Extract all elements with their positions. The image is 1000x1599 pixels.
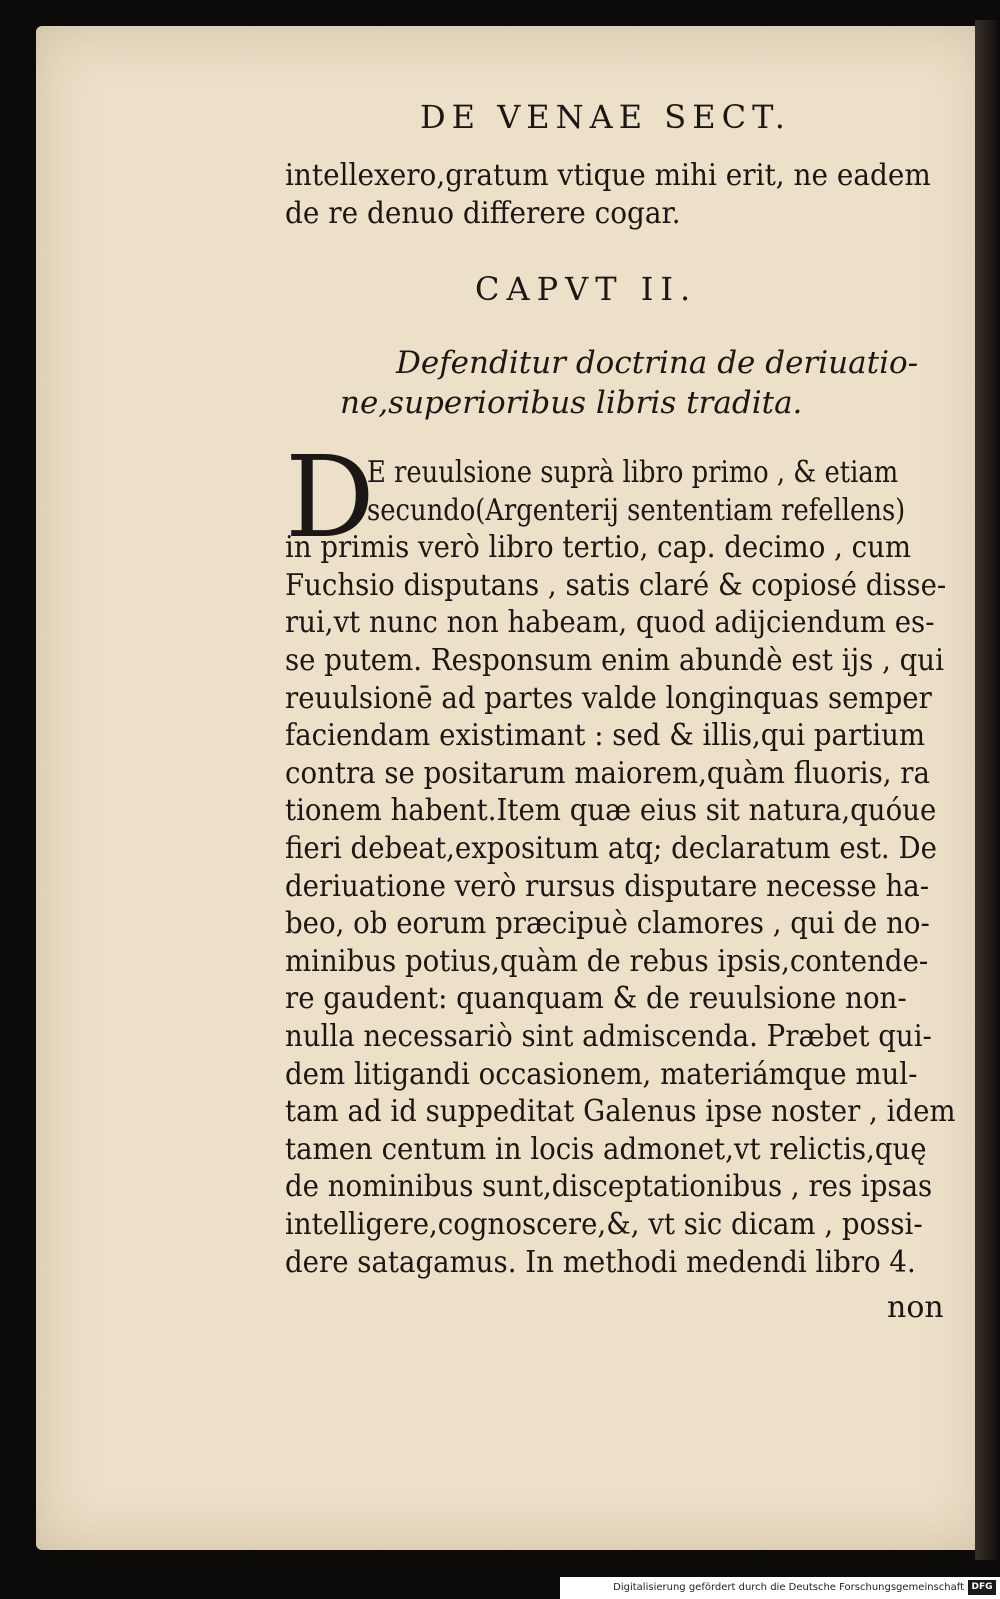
chapter-summary-line: ne,superioribus libris tradita.: [340, 385, 803, 421]
body-line: dem litigandi occasionem, materiámque mul-: [285, 1056, 918, 1092]
body-line: minibus potius,quàm de rebus ipsis,contende-: [285, 943, 929, 979]
body-line: Fuchsio disputans , satis claré & copiosé disse-: [285, 567, 947, 603]
catchword: non: [887, 1290, 944, 1325]
drop-capital: D: [285, 433, 375, 563]
body-line: tionem habent.Item quæ eius sit natura,quóue: [285, 793, 937, 829]
body-line: dere satagamus. In methodi medendi libro 4.: [285, 1244, 916, 1280]
body-line: de nominibus sunt,disceptationibus , res ipsas: [285, 1169, 933, 1205]
body-line: nulla necessariò sint admiscenda. Præbet qui-: [285, 1019, 932, 1054]
body-line: faciendam existimant : sed & illis,qui partium: [285, 718, 926, 754]
body-line: beo, ob eorum præcipuè clamores , qui de no-: [285, 906, 930, 942]
running-head: DE VENAE SECT.: [420, 98, 791, 136]
body-line: E reuulsione suprà libro primo , & etiam: [367, 455, 899, 490]
body-line: intelligere,cognoscere,&, vt sic dicam , possi-: [285, 1207, 923, 1242]
body-line: in primis verò libro tertio, cap. decimo , cum: [285, 530, 912, 566]
digitization-credit: Digitalisierung gefördert durch die Deutsche Forschungsgemeinschaft: [560, 1577, 1000, 1599]
book-edge: [975, 20, 997, 1560]
body-line: deriuatione verò rursus disputare necesse ha-: [285, 868, 930, 904]
dfg-logo: DFG: [968, 1580, 996, 1595]
body-line: contra se positarum maiorem,quàm fluoris, ra: [285, 755, 930, 791]
body-line: reuulsionē ad partes valde longinquas semper: [285, 680, 932, 716]
chapter-summary-line: Defenditur doctrina de deriuatio-: [396, 345, 919, 381]
body-line: tam ad id suppeditat Galenus ipse noster , idem: [285, 1094, 956, 1130]
body-line: fieri debeat,expositum atq; declaratum est. De: [285, 831, 937, 866]
body-line: secundo(Argenterij sententiam refellens): [367, 492, 906, 528]
body-line: re gaudent: quanquam & de reuulsione non-: [285, 981, 907, 1017]
body-line: tamen centum in locis admonet,vt relictis,quę: [285, 1131, 927, 1167]
body-line: se putem. Responsum enim abundè est ijs , qui: [285, 643, 944, 678]
body-line: rui,vt nunc non habeam, quod adijciendum es-: [285, 605, 935, 641]
chapter-title: CAPVT II.: [475, 270, 698, 308]
text-line: de re denuo differere cogar.: [285, 196, 681, 231]
text-line: intellexero,gratum vtique mihi erit, ne eadem: [285, 158, 931, 193]
